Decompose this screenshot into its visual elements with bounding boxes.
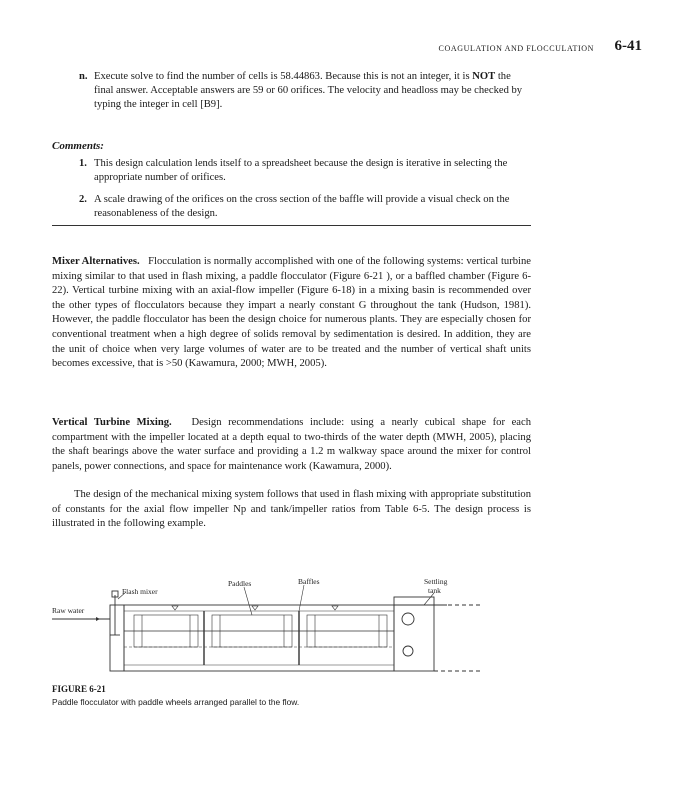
figure-title: FIGURE 6-21: [52, 684, 106, 694]
step-label: n.: [79, 71, 88, 82]
label-baffles: Baffles: [298, 577, 320, 586]
step-text: [94, 70, 531, 112]
flash-mixer-chamber: [110, 605, 124, 671]
paddle-flocculator-diagram: [52, 575, 531, 685]
step-text-pre: Execute solve to find the number of cells is 58.44863. Because this is not an integer, it is: [94, 71, 470, 82]
water-level-marker: [332, 606, 338, 610]
label-flash-mixer: Flash mixer: [122, 587, 158, 596]
label-settling-tank: Settling: [424, 577, 448, 586]
outlet-sump: [403, 646, 413, 656]
vertical-turbine-paragraph: [52, 416, 531, 474]
step-n: [79, 70, 531, 112]
comment-number: 2.: [79, 194, 87, 205]
water-level-marker: [172, 606, 178, 610]
leader-line: [299, 585, 304, 611]
step-text-emphasis: NOT: [472, 71, 496, 82]
page-header: [52, 38, 642, 58]
outlet-valve: [402, 613, 414, 625]
label-paddles: Paddles: [228, 579, 252, 588]
comment-item: [79, 157, 531, 185]
comment-number: 1.: [79, 158, 87, 169]
figure-caption: Paddle flocculator with paddle wheels arranged parallel to the flow.: [52, 697, 300, 707]
vertical-turbine-heading: Vertical Turbine Mixing.: [52, 417, 172, 428]
comments-heading: Comments:: [52, 140, 104, 152]
running-title: COAGULATION AND FLOCCULATION: [438, 44, 594, 53]
comment-text: This design calculation lends itself to a spreadsheet because the design is iterative in selecting the appropriate number of orifices.: [94, 158, 508, 183]
mixer-alternatives-body: Flocculation is normally accomplished with one of the following systems: vertical turbine mixing similar to that used in flash mixing, a paddle flocculator (Figure 6-21 ), or a baffled chamber (Figure 6-22). Vertical turbine mixing with an axial-flow impeller (Figure 6-18) in a mixing basin is recommended over the other types of flocculators because they impart a nearly constant G throughout the tank (Hudson, 1981). However, the paddle flocculator has been the design choice for numerous plants. They are especially chosen for conventional treatment when a high degree of solids removal by sedimentation is desired. In addition, they are the unit of choice when very large volumes of water are to be treated and the number of vertical shaft units becomes excessive, that is >50 (Kawamura, 2000; MWH, 2005).: [52, 256, 531, 370]
flow-arrow: [96, 617, 100, 621]
step-text-post: the final answer. Acceptable answers are 59 or 60 orifices. The velocity and headloss may be checked by typing the integer in cell [B9].: [94, 71, 523, 110]
mechanical-mixing-paragraph: The design of the mechanical mixing system follows that used in flash mixing with appropriate substitution of constants for the axial flow impeller Np and tank/impeller ratios from Table 6-5. The design process is illustrated in the following example.: [52, 489, 531, 530]
vertical-turbine-body: Design recommendations include: using a nearly cubical shape for each compartment with the impeller located at a depth equal to two-thirds of the water depth (MWH, 2005), placing the shaft bearings above the water surface and providing a 1.2 m walkway space around the mixer for control panels, power connections, and space for maintenance work (Kawamura, 2000).: [52, 417, 531, 472]
figure-6-21-drawing: [52, 575, 531, 685]
comment-text: A scale drawing of the orifices on the cross section of the baffle will provide a visual check on the reasonableness of the design.: [94, 194, 510, 219]
label-raw-water: Raw water: [52, 606, 85, 615]
page-number: 6-41: [614, 38, 642, 54]
water-level-marker: [252, 606, 258, 610]
section-divider: [52, 225, 531, 226]
mixer-alternatives-paragraph: [52, 255, 531, 372]
comment-item: [79, 193, 531, 221]
label-settling-tank-2: tank: [428, 586, 441, 595]
mixer-alternatives-heading: Mixer Alternatives.: [52, 256, 140, 267]
outlet-channel: [394, 597, 434, 671]
